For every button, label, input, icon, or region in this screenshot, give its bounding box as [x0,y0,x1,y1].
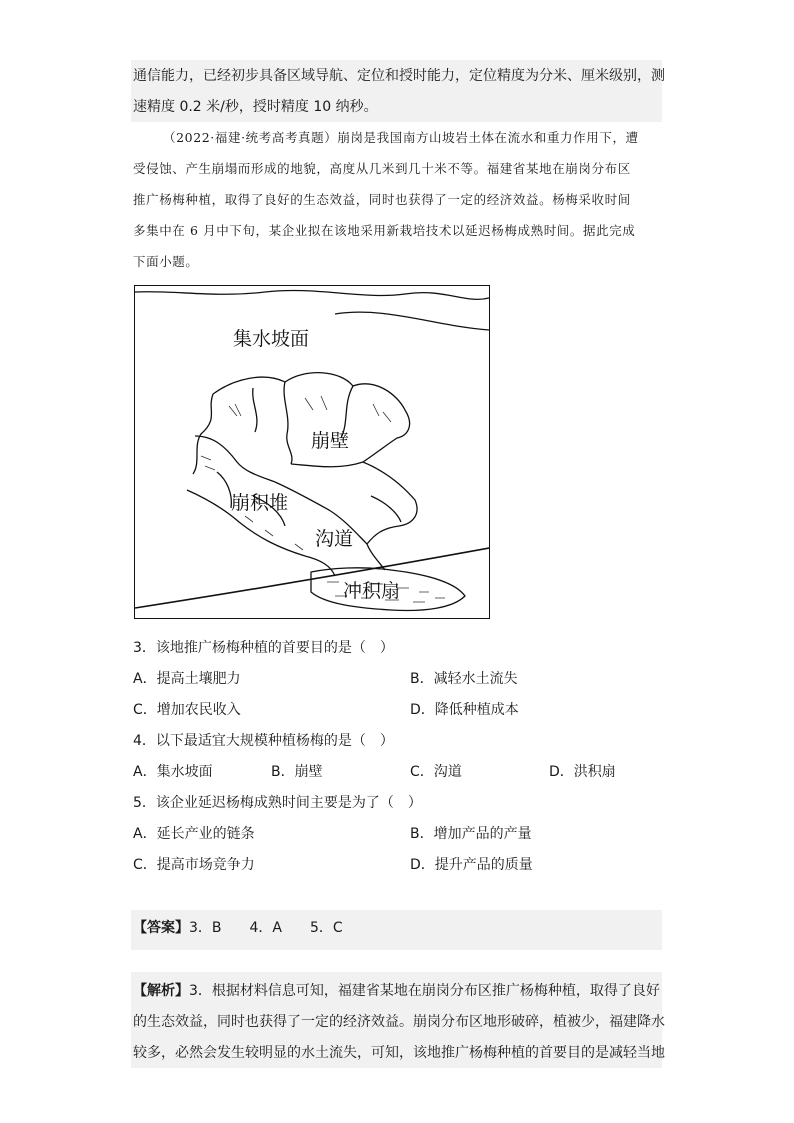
q5-option-a[interactable]: A．延长产业的链条 [133,826,255,842]
answer-text: 3．B 4．A 5．C [189,920,343,936]
passage-line-5: 下面小题。 [133,254,199,269]
q4-option-d[interactable]: D．洪积扇 [549,764,616,780]
q5-option-d[interactable]: D．提升产品的质量 [410,857,533,873]
analysis-tag: 【解析】 [133,983,189,999]
q3-option-d[interactable]: D．降低种植成本 [410,702,519,718]
label-fan: 冲积扇 [343,580,401,602]
q4-option-b[interactable]: B．崩壁 [271,764,323,780]
landform-figure [134,285,490,619]
answer-tag: 【答案】 [133,920,189,936]
passage-line-3: 推广杨梅种植，取得了良好的生态效益，同时也获得了一定的经济效益。杨梅采收时间 [133,192,631,207]
analysis-line-3: 较多，必然会发生较明显的水土流失，可知，该地推广杨梅种植的首要目的是减轻当地 [133,1045,665,1061]
q3-option-c[interactable]: C．增加农民收入 [133,702,241,718]
q5-stem: 5．该企业延迟杨梅成熟时间主要是为了（ ） [133,795,422,811]
label-gully: 沟道 [315,528,354,550]
q4-option-a[interactable]: A．集水坡面 [133,764,213,780]
answer-line [133,918,343,938]
q5-option-b[interactable]: B．增加产品的产量 [410,826,532,842]
q3-stem: 3．该地推广杨梅种植的首要目的是（ ） [133,640,394,656]
q3-option-a[interactable]: A．提高土壤肥力 [133,671,241,687]
label-wall: 崩壁 [311,430,350,452]
analysis-line-2: 的生态效益，同时也获得了一定的经济效益。崩岗分布区地形破碎，植被少，福建降水 [133,1014,665,1030]
passage-line-2: 受侵蚀、产生崩塌而形成的地貌，高度从几米到几十米不等。福建省某地在崩岗分布区 [133,161,631,176]
label-colluvium: 崩积堆 [231,492,289,514]
analysis-text-1: 3．根据材料信息可知，福建省某地在崩岗分布区推广杨梅种植，取得了良好 [189,983,660,999]
q4-stem: 4．以下最适宜大规模种植杨梅的是（ ） [133,733,394,749]
analysis-line-1 [133,981,660,1001]
passage-line-1: （2022·福建·统考高考真题）崩岗是我国南方山坡岩土体在流水和重力作用下，遭 [163,130,639,145]
intro-line-2: 速精度 0.2 米/秒，授时精度 10 纳秒。 [133,99,378,115]
passage-line-4: 多集中在 6 月中下旬，某企业拟在该地采用新栽培技术以延迟杨梅成熟时间。据此完成 [133,223,636,238]
q3-option-b[interactable]: B．减轻水土流失 [410,671,518,687]
q5-option-c[interactable]: C．提高市场竞争力 [133,857,255,873]
label-catchment: 集水坡面 [233,328,310,350]
intro-line-1: 通信能力，已经初步具备区域导航、定位和授时能力，定位精度为分米、厘米级别，测 [133,68,665,84]
q4-option-c[interactable]: C．沟道 [410,764,462,780]
